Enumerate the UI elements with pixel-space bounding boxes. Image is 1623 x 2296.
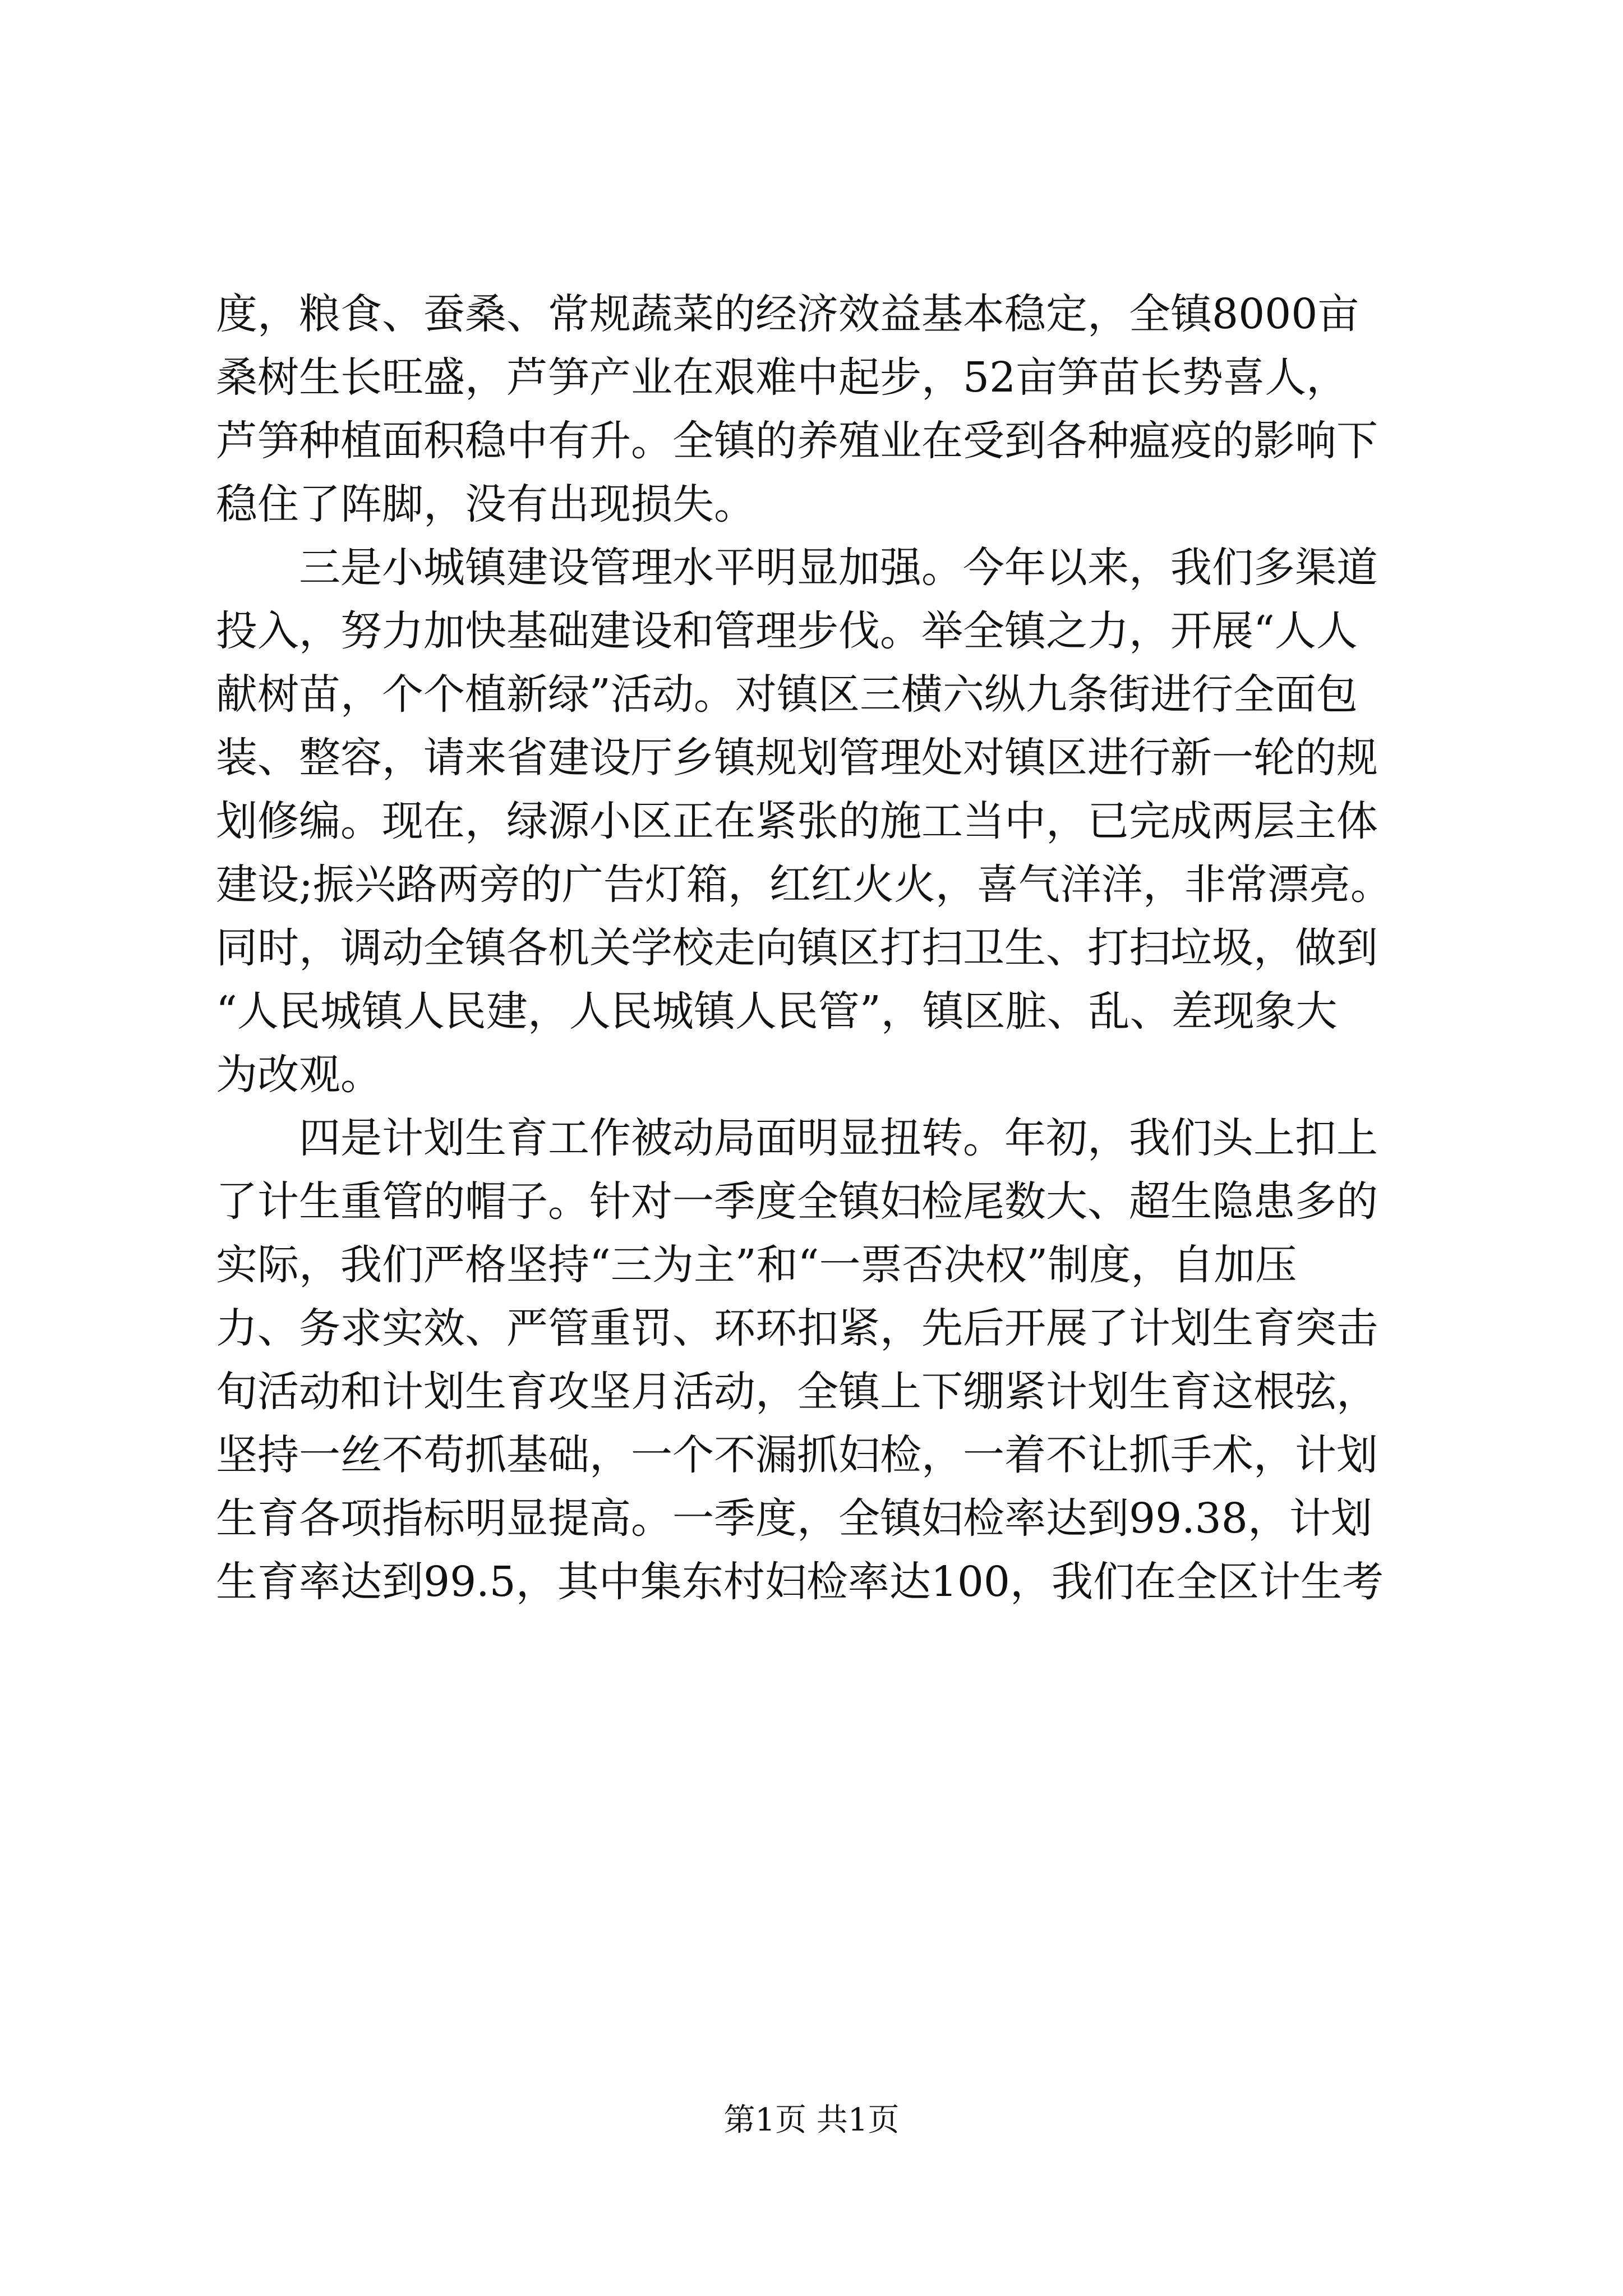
text-line-9: 划修编。现在，绿源小区正在紧张的施工当中，已完成两层主体	[216, 797, 1378, 845]
text-line-1: 度，粮食、蚕桑、常规蔬菜的经济效益基本稳定，全镇8000亩	[216, 290, 1359, 338]
text-line-4: 稳住了阵脚，没有出现损失。	[216, 480, 755, 528]
text-line-3: 芦笋种植面积稳中有升。全镇的养殖业在受到各种瘟疫的影响下	[216, 417, 1378, 465]
text-line-6: 投入，努力加快基础建设和管理步伐。举全镇之力，开展“人人	[216, 607, 1358, 655]
text-line-7: 献树苗，个个植新绿”活动。对镇区三横六纵九条街进行全面包	[216, 670, 1358, 719]
text-line-15: 了计生重管的帽子。针对一季度全镇妇检尾数大、超生隐患多的	[216, 1177, 1378, 1226]
text-line-17: 力、务求实效、严管重罚、环环扣紧，先后开展了计划生育突击	[216, 1304, 1378, 1352]
text-line-10: 建设;振兴路两旁的广告灯箱，红红火火，喜气洋洋，非常漂亮。	[216, 861, 1392, 909]
text-line-5: 三是小城镇建设管理水平明显加强。今年以来，我们多渠道	[216, 544, 1378, 592]
text-line-12: “人民城镇人民建，人民城镇人民管”，镇区脏、乱、差现象大	[216, 987, 1338, 1036]
text-line-2: 桑树生长旺盛，芦笋产业在艰难中起步，52亩笋苗长势喜人，	[216, 353, 1348, 402]
page-footer: 第1页 共1页	[723, 2102, 900, 2138]
text-line-8: 装、整容，请来省建设厅乡镇规划管理处对镇区进行新一轮的规	[216, 734, 1378, 782]
text-line-11: 同时，调动全镇各机关学校走向镇区打扫卫生、打扫垃圾，做到	[216, 924, 1378, 972]
text-line-18: 旬活动和计划生育攻坚月活动，全镇上下绷紧计划生育这根弦，	[216, 1368, 1378, 1416]
text-line-19: 坚持一丝不苟抓基础，一个不漏抓妇检，一着不让抓手术，计划	[216, 1431, 1378, 1479]
text-line-20: 生育各项指标明显提高。一季度，全镇妇检率达到99.38，计划	[216, 1494, 1372, 1543]
text-line-13: 为改观。	[216, 1051, 382, 1099]
text-line-16: 实际，我们严格坚持“三为主”和“一票否决权”制度，自加压	[216, 1241, 1297, 1289]
text-line-14: 四是计划生育工作被动局面明显扭转。年初，我们头上扣上	[216, 1114, 1378, 1162]
text-line-21: 生育率达到99.5，其中集东村妇检率达100，我们在全区计生考	[216, 1558, 1384, 1606]
